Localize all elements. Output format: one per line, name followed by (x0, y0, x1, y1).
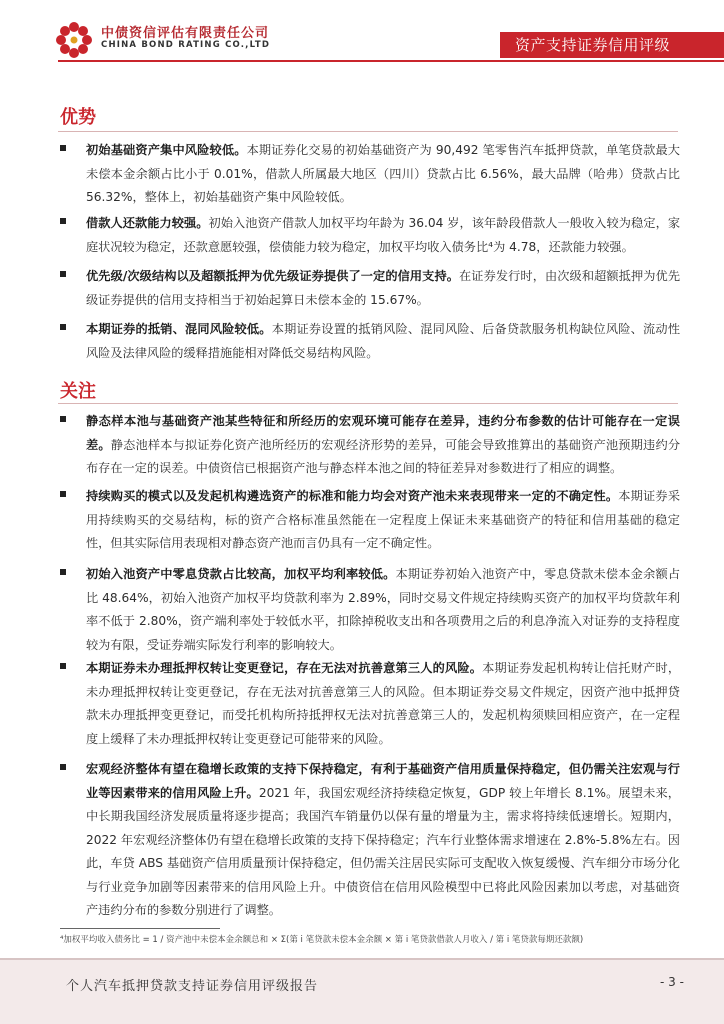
concern-item-text (86, 410, 680, 481)
item-body: 本期证券设置的抵销风险、混同风险、后备贷款服务机构缺位风险、流动性风险及法律风险的缓释措施能相对降低交易结构风险。 (86, 322, 681, 360)
company-name-en: CHINA BOND RATING CO.,LTD (101, 40, 271, 50)
item-body: 在证券发行时，由次级和超额抵押为优先级证券提供的信用支持相当于初始起算日未偿本金的 15.67%。 (86, 269, 681, 307)
item-lead: 优先级/次级结构以及超额抵押为优先级证券提供了一定的信用支持。 (86, 269, 460, 283)
header-title: 资产支持证券信用评级 (515, 36, 671, 54)
section-divider (58, 131, 678, 132)
concern-item-text (86, 758, 680, 923)
item-body: 本期证券发起机构转让信托财产时，未办理抵押权转让变更登记，存在无法对抗善意第三人的风险。但本期证券交易文件规定，因资产池中抵押贷款未办理抵押变更登记，而受托机构所持抵押权无法对抗善意第三人的，发起机构须赎回相应资产，在一定程度上缓释了未办理抵押权转让变更登记可能带来的风险。 (86, 661, 681, 746)
advantage-item-text (86, 212, 680, 259)
item-lead: 静态样本池与基础资产池某些特征和所经历的宏观环境可能存在差异，违约分布参数的估计可能存在一定误差。 (86, 414, 680, 452)
bullet-square-icon (60, 218, 66, 224)
bullet-square-icon (60, 663, 66, 669)
bullet-square-icon (60, 145, 66, 151)
bullet-square-icon (60, 569, 66, 575)
item-lead: 本期证券的抵销、混同风险较低。 (86, 322, 272, 336)
page-header (0, 0, 724, 70)
advantage-item-text (86, 265, 680, 312)
bullet-square-icon (60, 491, 66, 497)
item-lead: 借款人还款能力较强。 (86, 216, 209, 230)
company-name-cn: 中债资信评估有限责任公司 (101, 26, 270, 41)
section-divider (58, 403, 678, 404)
bullet-square-icon (60, 764, 66, 770)
item-lead: 宏观经济整体有望在稳增长政策的支持下保持稳定，有利于基础资产信用质量保持稳定，但仍需关注宏观与行业等因素带来的信用风险上升。 (86, 762, 680, 800)
item-body: 初始入池资产借款人加权平均年龄为 36.04 岁，该年龄段借款人一般收入较为稳定，家庭状况较为稳定，还款意愿较强，偿债能力较为稳定，加权平均收入债务比⁴为 4.78，还款能力较强。 (86, 216, 681, 254)
item-lead: 本期证券未办理抵押权转让变更登记，存在无法对抗善意第三人的风险。 (86, 661, 483, 675)
page-number: - 3 - (660, 975, 684, 989)
header-divider (58, 60, 724, 62)
bullet-square-icon (60, 324, 66, 330)
advantage-item-text (86, 318, 680, 365)
item-body: 本期证券初始入池资产中，零息贷款未偿本金余额占比 48.64%，初始入池资产加权平均贷款利率为 2.89%，同时交易文件规定持续购买资产的加权平均贷款年利率不低于 2.80%，资产端利率处于较低水平，扣除掉税收支出和各项费用之后的利息净流入对证券的支持程度较为有限，受证券端实际发行利率的影响较大。 (86, 567, 681, 652)
concern-item-text (86, 657, 680, 751)
advantage-item-text (86, 139, 680, 210)
section-title-concerns: 关注 (60, 381, 96, 402)
item-body: 静态池样本与拟证券化资产池所经历的宏观经济形势的差异，可能会导致推算出的基础资产池预期违约分布存在一定的误差。中债资信已根据资产池与静态样本池之间的特征差异对参数进行了相应的调整。 (86, 437, 681, 475)
item-body: 本期证券采用持续购买的交易结构，标的资产合格标准虽然能在一定程度上保证未来基础资产的特征和信用基础的稳定性，但其实际信用表现相对静态资产池而言仍具有一定不确定性。 (86, 489, 681, 550)
footnote: ⁴加权平均收入债务比 = 1 / 资产池中未偿本金余额总和 × Σ(第 i 笔贷款未偿本金余额 × 第 i 笔贷款借款人月收入 / 第 i 笔贷款每期还款额) (60, 935, 584, 945)
section-title-advantages: 优势 (60, 107, 96, 128)
bullet-square-icon (60, 271, 66, 277)
footer-divider (0, 958, 724, 960)
concern-item-text (86, 563, 680, 657)
item-lead: 初始基础资产集中风险较低。 (86, 143, 247, 157)
bullet-square-icon (60, 416, 66, 422)
item-body: 本期证券化交易的初始基础资产为 90,492 笔零售汽车抵押贷款，单笔贷款最大未偿本金余额占比小于 0.01%，借款人所属最大地区（四川）贷款占比 6.56%，最大品牌（哈弗）贷款占比 56.32%，整体上，初始基础资产集中风险较低。 (86, 143, 680, 204)
concern-item-text (86, 485, 680, 556)
footnote-divider (60, 928, 220, 929)
footer-report-title: 个人汽车抵押贷款支持证券信用评级报告 (66, 979, 319, 994)
item-body: 2021 年，我国宏观经济持续稳定恢复，GDP 较上年增长 8.1%。展望未来，中长期我国经济发展质量将逐步提高；我国汽车销量仍以保有量的增量为主，需求将持续低速增长。短期内，2022 年宏观经济整体仍有望在稳增长政策的支持下保持稳定；汽车行业整体需求增速在 2.8%-5.8%左右。因此，车贷 ABS 基础资产信用质量预计保持稳定，但仍需关注居民实际可支配收入恢复缓慢、汽车细分市场分化与行业竞争加剧等因素带来的信用风险上升。中债资信在信用风险模型中已将此风险因素加以考虑，对基础资产违约分布的参数分别进行了调整。 (86, 785, 680, 917)
company-logo-icon (52, 18, 96, 62)
item-lead: 持续购买的模式以及发起机构遴选资产的标准和能力均会对资产池未来表现带来一定的不确定性。 (86, 489, 619, 503)
item-lead: 初始入池资产中零息贷款占比较高，加权平均利率较低。 (86, 567, 396, 581)
